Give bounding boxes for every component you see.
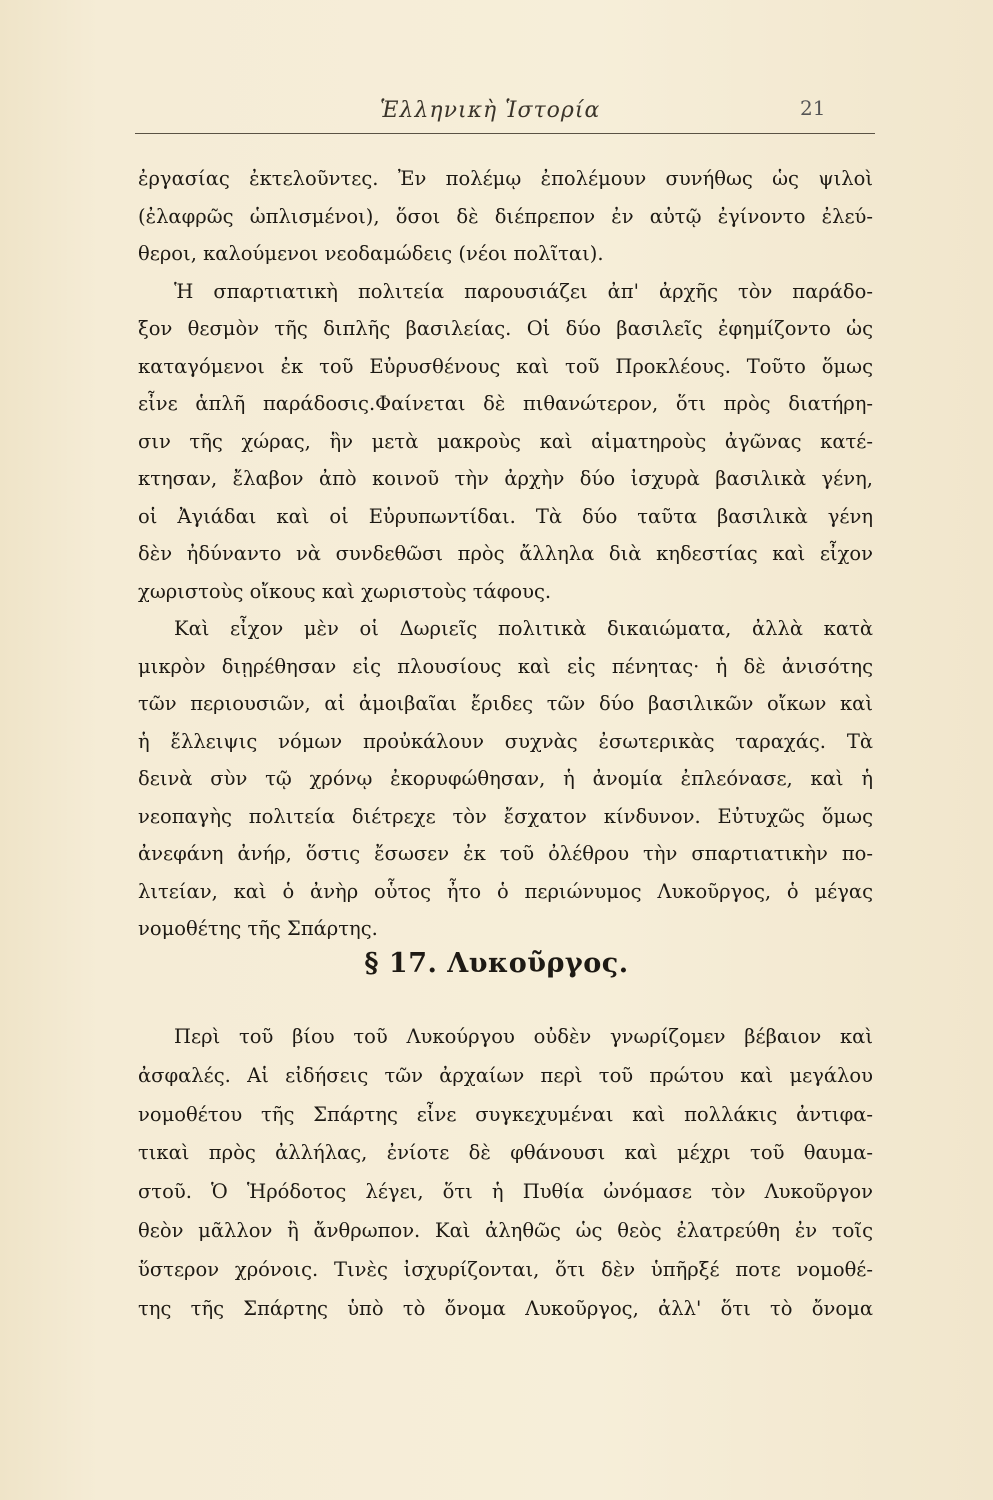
text-line: Καὶ εἶχον μὲν οἱ Δωριεῖς πολιτικὰ δικαιώματα, ἀλλὰ κατὰ — [174, 617, 873, 640]
text-line: οἱ Ἀγιάδαι καὶ οἱ Εὐρυπωντίδαι. Τὰ δύο ταῦτα βασιλικὰ γένη — [138, 504, 873, 528]
running-title: Ἑλληνικὴ Ἱστορία — [380, 98, 601, 123]
text-line: ἀνεφάνη ἀνήρ, ὅστις ἔσωσεν ἐκ τοῦ ὀλέθρου τὴν σπαρτιατικὴν πο- — [138, 842, 873, 865]
header-rule — [135, 133, 875, 134]
text-block-2 — [138, 1018, 873, 1328]
text-line: στοῦ. Ὁ Ἡρόδοτος λέγει, ὅτι ἡ Πυθία ὠνόμασε τὸν Λυκοῦργον — [138, 1180, 873, 1204]
text-line: εἶνε ἁπλῆ παράδοσις.Φαίνεται δὲ πιθανώτερον, ὅτι πρὸς διατήρη- — [138, 392, 873, 415]
page-number: 21 — [800, 96, 826, 120]
text-line: δεινὰ σὺν τῷ χρόνῳ ἐκορυφώθησαν, ἡ ἀνομία ἐπλεόνασε, καὶ ἡ — [138, 767, 873, 790]
text-line: μικρὸν διῃρέθησαν εἰς πλουσίους καὶ εἰς πένητας· ἡ δὲ ἀνισότης — [138, 654, 873, 678]
text-line: της τῆς Σπάρτης ὑπὸ τὸ ὄνομα Λυκοῦργος, ἀλλ' ὅτι τὸ ὄνομα — [138, 1296, 873, 1320]
text-line: σιν τῆς χώρας, ἣν μετὰ μακροὺς καὶ αἱματηροὺς ἀγῶνας κατέ- — [138, 429, 873, 453]
text-line: ἐργασίας ἐκτελοῦντες. Ἐν πολέμῳ ἐπολέμουν συνήθως ὡς ψιλοὶ — [138, 167, 873, 190]
text-line: νομοθέτης τῆς Σπάρτης. — [138, 917, 378, 940]
text-line: θεροι, καλούμενοι νεοδαμώδεις (νέοι πολῖται). — [138, 242, 604, 265]
text-line: νομοθέτου τῆς Σπάρτης εἶνε συγκεχυμέναι καὶ πολλάκις ἀντιφα- — [138, 1102, 873, 1126]
text-line: νεοπαγὴς πολιτεία διέτρεχε τὸν ἔσχατον κίνδυνον. Εὐτυχῶς ὅμως — [138, 804, 873, 828]
text-block-1 — [138, 160, 873, 948]
text-line: ἀσφαλές. Αἱ εἰδήσεις τῶν ἀρχαίων περὶ τοῦ πρώτου καὶ μεγάλου — [138, 1063, 873, 1087]
text-line: Ἡ σπαρτιατικὴ πολιτεία παρουσιάζει ἀπ' ἀρχῆς τὸν παράδο- — [174, 279, 873, 303]
text-line: ξον θεσμὸν τῆς διπλῆς βασιλείας. Οἱ δύο βασιλεῖς ἐφημίζοντο ὡς — [138, 317, 873, 340]
text-line: Περὶ τοῦ βίου τοῦ Λυκούργου οὐδὲν γνωρίζομεν βέβαιον καὶ — [174, 1025, 873, 1048]
section-heading: § 17. Λυκοῦργος. — [364, 948, 629, 979]
text-line: τικαὶ πρὸς ἀλλήλας, ἐνίοτε δὲ φθάνουσι καὶ μέχρι τοῦ θαυμα- — [138, 1141, 873, 1165]
text-line: κτησαν, ἔλαβον ἀπὸ κοινοῦ τὴν ἀρχὴν δύο ἰσχυρὰ βασιλικὰ γένη, — [138, 467, 873, 490]
text-line: λιτείαν, καὶ ὁ ἀνὴρ οὗτος ἦτο ὁ περιώνυμος Λυκοῦργος, ὁ μέγας — [138, 879, 873, 903]
text-line: ἡ ἔλλειψις νόμων προὐκάλουν συχνὰς ἐσωτερικὰς ταραχάς. Τὰ — [138, 729, 873, 753]
text-line: δὲν ἠδύναντο νὰ συνδεθῶσι πρὸς ἄλληλα διὰ κηδεστίας καὶ εἶχον — [138, 542, 873, 565]
text-line: τῶν περιουσιῶν, αἱ ἀμοιβαῖαι ἔριδες τῶν δύο βασιλικῶν οἴκων καὶ — [138, 692, 873, 715]
text-line: θεὸν μᾶλλον ἢ ἄνθρωπον. Καὶ ἀληθῶς ὡς θεὸς ἐλατρεύθη ἐν τοῖς — [138, 1218, 873, 1242]
text-line: (ἐλαφρῶς ὡπλισμένοι), ὅσοι δὲ διέπρεπον ἐν αὐτῷ ἐγίνοντο ἐλεύ- — [138, 204, 873, 228]
text-line: χωριστοὺς οἴκους καὶ χωριστοὺς τάφους. — [138, 579, 552, 603]
text-line: καταγόμενοι ἐκ τοῦ Εὐρυσθένους καὶ τοῦ Προκλέους. Τοῦτο ὅμως — [138, 354, 873, 378]
text-line: ὕστερον χρόνοις. Τινὲς ἰσχυρίζονται, ὅτι δὲν ὑπῆρξέ ποτε νομοθέ- — [138, 1257, 873, 1281]
